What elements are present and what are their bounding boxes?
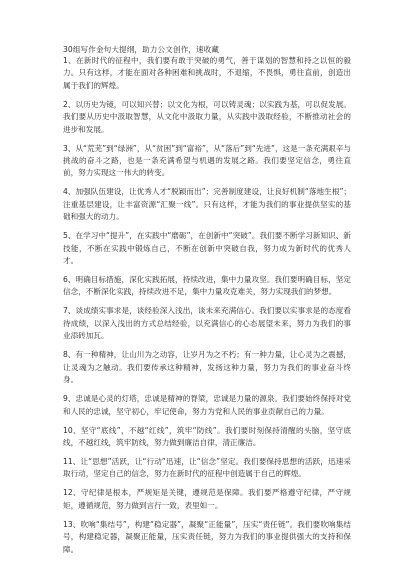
list-item-1: 1、在新时代的征程中，我们要有敢于突破的勇气，善于谋划的智慧和持之以恒的毅力。只有这样，才能在面对各种困难和挑战时，不退缩，不畏惧，勇往直前，创造出属于我们的辉煌。 [63,56,351,90]
list-item-9: 9、忠诚是心灵的灯塔，忠诚是精神的脊梁，忠诚是力量的源泉。我们要始终保持对党和人民的忠诚，坚守初心，牢记使命，努力为党和人民的事业贡献自己的力量。 [63,394,351,416]
list-item-5: 5、在学习中“提升”，在实践中“磨砺”，在创新中“突破”。我们要不断学习新知识、新技能，不断在实践中锻炼自己，不断在创新中突破自我，努力成为新时代的优秀人才。 [63,231,351,266]
list-item-8: 8、有一种精神，让山川为之动容，让岁月为之不朽；有一种力量，让心灵为之震撼，让灵魂为之触动。我们要传承这种精神，发扬这种力量，努力为我们的事业奋斗终身。 [63,350,351,385]
list-item-4: 4、加强队伍建设，让优秀人才“脱颖而出”；完善制度建设，让良好机制“落地生根”；注重基层建设，让丰富资源“汇聚一线”。只有这样，才能为我们的事业提供坚实的基础和强大的动力。 [63,187,351,222]
document-title: 30组写作金句大提纲，助力公文创作，速收藏 [63,45,220,54]
document-page [63,44,351,563]
list-item-12: 12、守纪律是根本，严规矩是关键，遵规范是保障。我们要严格遵守纪律，严守规矩，遵循规范，努力做到言行一致，表里如一。 [63,488,351,510]
list-item-3: 3、从“荒芜”到“绿洲”，从“贫困”到“富裕”，从“落后”到“先进”，这是一条充满艰辛与挑战的奋斗之路，也是一条充满希望与机遇的发展之路。我们要坚定信念，勇往直前，努力实现这一伟大的转变。 [63,143,351,178]
list-item-13: 13、吹响“集结号”，构建“稳定器”，凝聚“正能量”，压实“责任链”。我们要吹响集结号，构建稳定器，凝聚正能量，压实责任链，努力为我们的事业提供强大的支持和保障。 [63,519,351,554]
list-item-6: 6、明确目标措施，深化实践拓展，持续改进，集中力量攻坚。我们要明确目标，坚定信念，不断深化实践，持续改进不足，集中力量攻克难关，努力实现我们的梦想。 [63,275,351,297]
list-item-2: 2、以历史为镜，可以知兴替；以文化为根，可以铸灵魂；以实践为基，可以促发展。我们要从历史中汲取智慧，从文化中汲取力量，从实践中汲取经验，不断推动社会的进步和发展。 [63,99,351,134]
list-item-7: 7、谈成绩实事求是，谈经验深入浅出，谈未来充满信心。我们要以实事求是的态度看待成绩，以深入浅出的方式总结经验，以充满信心的心态展望未来，努力为我们的事业添砖加瓦。 [63,306,351,341]
list-item-11: 11、让“思想”活跃，让“行动”迅速，让“信念”坚定。我们要保持思想的活跃，迅速采取行动，坚定自己的信念，努力在新时代的征程中创造属于自己的辉煌。 [63,456,351,479]
list-item-10: 10、坚守“底线”，不越“红线”，筑牢“防线”。我们要时刻保持清醒的头脑，坚守底线，不越红线，筑牢防线，努力做到廉洁自律，清正廉洁。 [63,425,351,447]
